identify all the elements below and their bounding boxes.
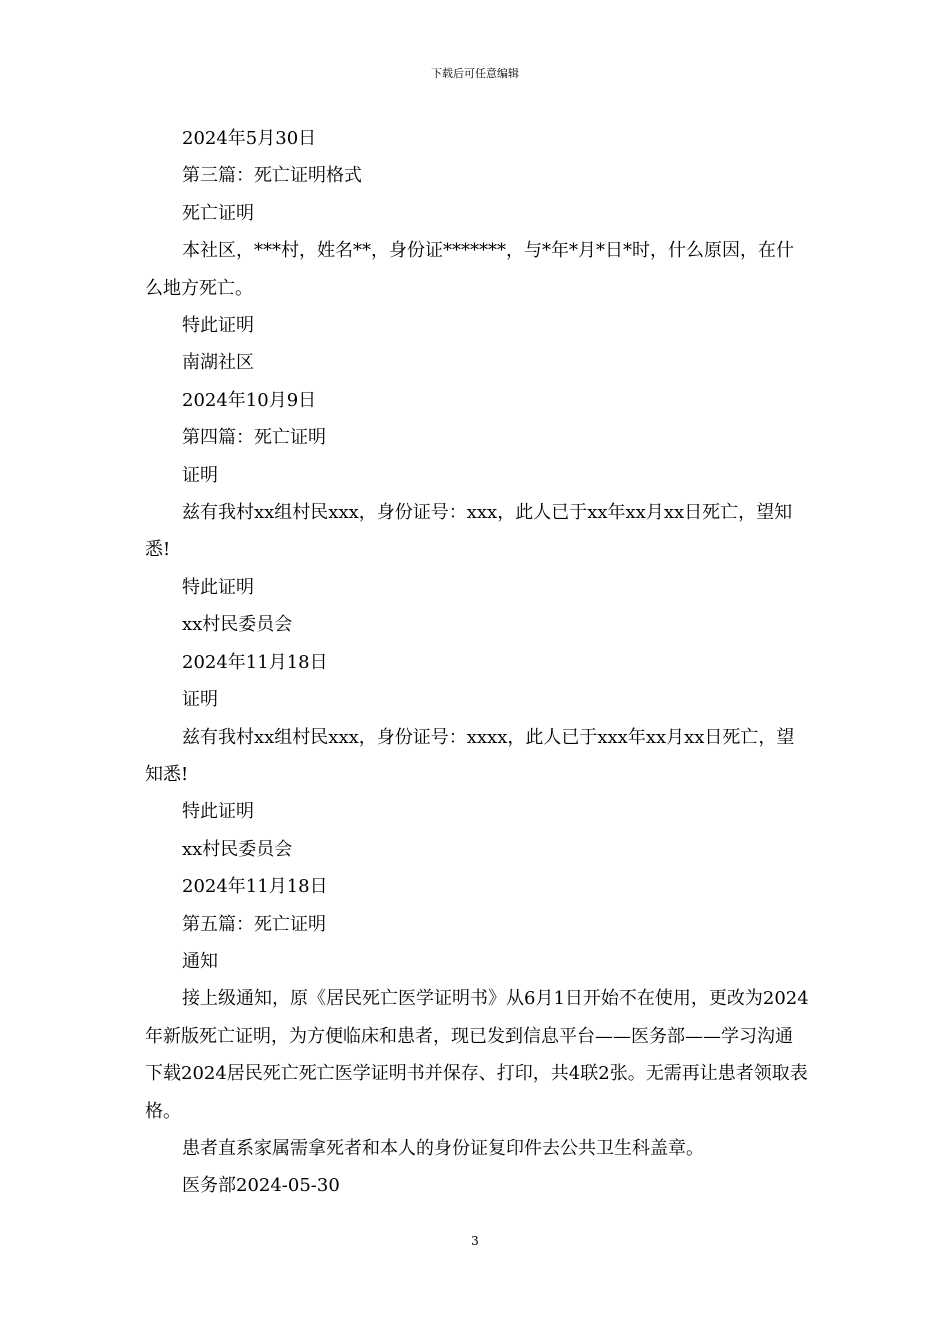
- section-heading: 第三篇：死亡证明格式: [182, 165, 362, 187]
- document-title: 证明: [182, 464, 218, 486]
- page-header: 下载后可任意编辑: [431, 67, 519, 80]
- date-line: 2024年5月30日: [182, 128, 317, 149]
- closing-line: 特此证明: [182, 801, 254, 823]
- section-heading: 第五篇：死亡证明: [182, 913, 326, 935]
- body-paragraph: 兹有我村xx组村民xxx，身份证号：xxxx，此人已于xxx年xx月xx日死亡，望知悉!: [145, 726, 795, 785]
- issuer-line: xx村民委员会: [182, 838, 293, 860]
- document-body: [145, 120, 810, 1205]
- body-paragraph: 接上级通知，原《居民死亡医学证明书》从6月1日开始不在使用，更改为2024年新版死亡证明，为方便临床和患者，现已发到信息平台——医务部——学习沟通下载2024居民死亡死亡医学证明书并保存、打印，共4联2张。无需再让患者领取表格。: [145, 988, 809, 1122]
- section-heading: 第四篇：死亡证明: [182, 427, 326, 449]
- body-paragraph: 本社区，***村，姓名**，身份证*******，与*年*月*日*时，什么原因，在什么地方死亡。: [145, 240, 794, 299]
- document-title: 死亡证明: [182, 202, 254, 224]
- date-line: 2024年11月18日: [182, 876, 328, 898]
- closing-line: 特此证明: [182, 576, 254, 598]
- body-paragraph: 患者直系家属需拿死者和本人的身份证复印件去公共卫生科盖章。: [182, 1137, 704, 1159]
- signature-line: 医务部2024-05-30: [182, 1175, 340, 1197]
- issuer-line: 南湖社区: [182, 352, 254, 374]
- page-number: 3: [471, 1234, 479, 1248]
- date-line: 2024年10月9日: [182, 389, 317, 411]
- body-paragraph: 兹有我村xx组村民xxx，身份证号：xxx，此人已于xx年xx月xx日死亡，望知悉!: [145, 502, 793, 561]
- document-title: 通知: [182, 950, 218, 972]
- document-title: 证明: [182, 689, 218, 711]
- date-line: 2024年11月18日: [182, 651, 328, 673]
- closing-line: 特此证明: [182, 315, 254, 337]
- issuer-line: xx村民委员会: [182, 614, 293, 636]
